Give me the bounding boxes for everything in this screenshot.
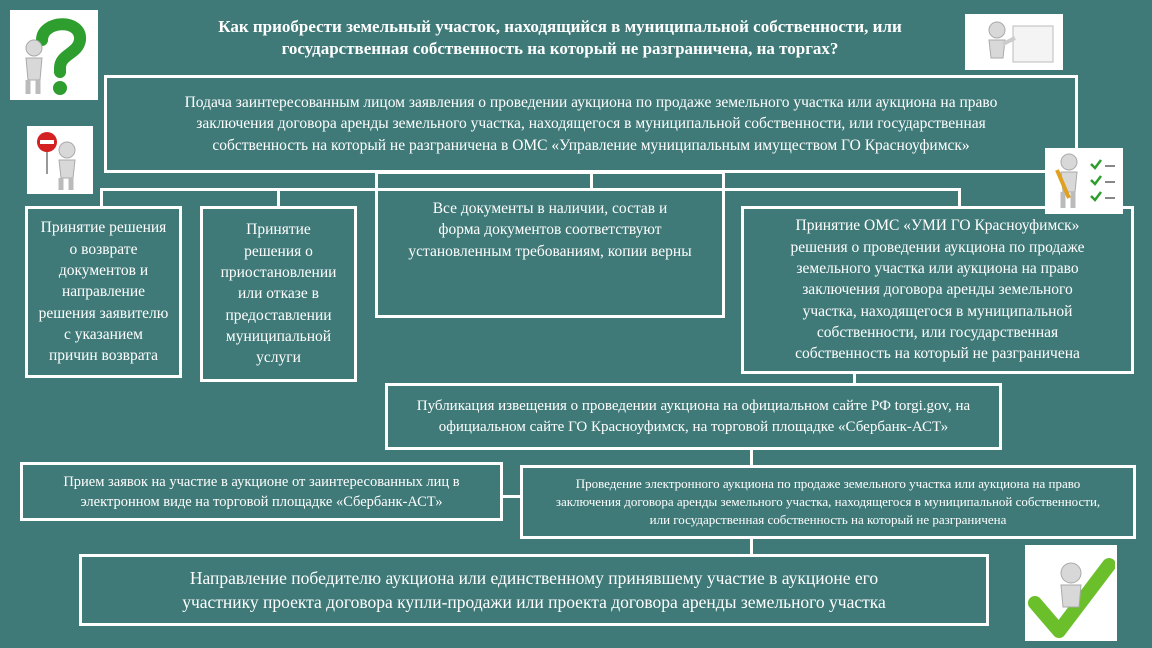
- step-suspension: Принятие решения о приостановлении или отказе в предоставлении муниципальной услуги: [200, 206, 357, 382]
- checklist-figure-icon: [1045, 148, 1123, 214]
- connector-to-return: [100, 188, 103, 208]
- question-mark-figure-icon: [10, 10, 98, 100]
- connector-to-decision: [958, 188, 961, 208]
- step-publication: Публикация извещения о проведении аукциона на официальном сайте РФ torgi.gov, на официальном сайте ГО Красноуфимск, на торговой площадке «Сбербанк-АСТ»: [385, 383, 1002, 450]
- connector-publication-to-auction: [750, 447, 753, 467]
- connector-to-suspension: [277, 188, 280, 208]
- step-bids: Прием заявок на участие в аукционе от заинтересованных лиц в электронном виде на торговой площадке «Сбербанк-АСТ»: [20, 462, 503, 521]
- step-auction: Проведение электронного аукциона по продаже земельного участка или аукциона на право заключения договора аренды земельного участка, находящегося в муниципальной собственности, или государственная собственность на который не разграничена: [520, 465, 1136, 539]
- stop-sign-figure-icon: [27, 126, 93, 194]
- step-decision: Принятие ОМС «УМИ ГО Красноуфимск» решения о проведении аукциона по продаже земельного участка или аукциона на право заключения договора аренды земельного участка, находящегося в муниципальной собственности, или государственная собственность на который не разграничена: [741, 206, 1134, 374]
- page-title: Как приобрести земельный участок, находящийся в муниципальной собственности, или государственная собственность на который не разграничена, на торгах?: [218, 17, 902, 59]
- step-application: Подача заинтересованным лицом заявления о проведении аукциона по продаже земельного участка или аукциона на право заключения договора аренды земельного участка, находящегося в муниципальной собственности, или государственная собственность на который не разграничена в ОМС «Управление муниципальным имуществом ГО Красноуфимск»: [104, 75, 1078, 173]
- step-documents-ok: Все документы в наличии, состав и форма документов соответствуют установленным требованиям, копии верны: [375, 171, 725, 318]
- step-winner: Направление победителю аукциона или единственному принявшему участие в аукционе его участнику проекта договора купли-продажи или проекта договора аренды земельного участка: [79, 554, 989, 626]
- step-return-documents: Принятие решения о возврате документов и направление решения заявителю с указанием причин возврата: [25, 206, 182, 378]
- checkmark-figure-icon: [1025, 545, 1117, 641]
- figure-with-paper-icon: [965, 14, 1063, 70]
- connector-auction-to-winner: [750, 536, 753, 556]
